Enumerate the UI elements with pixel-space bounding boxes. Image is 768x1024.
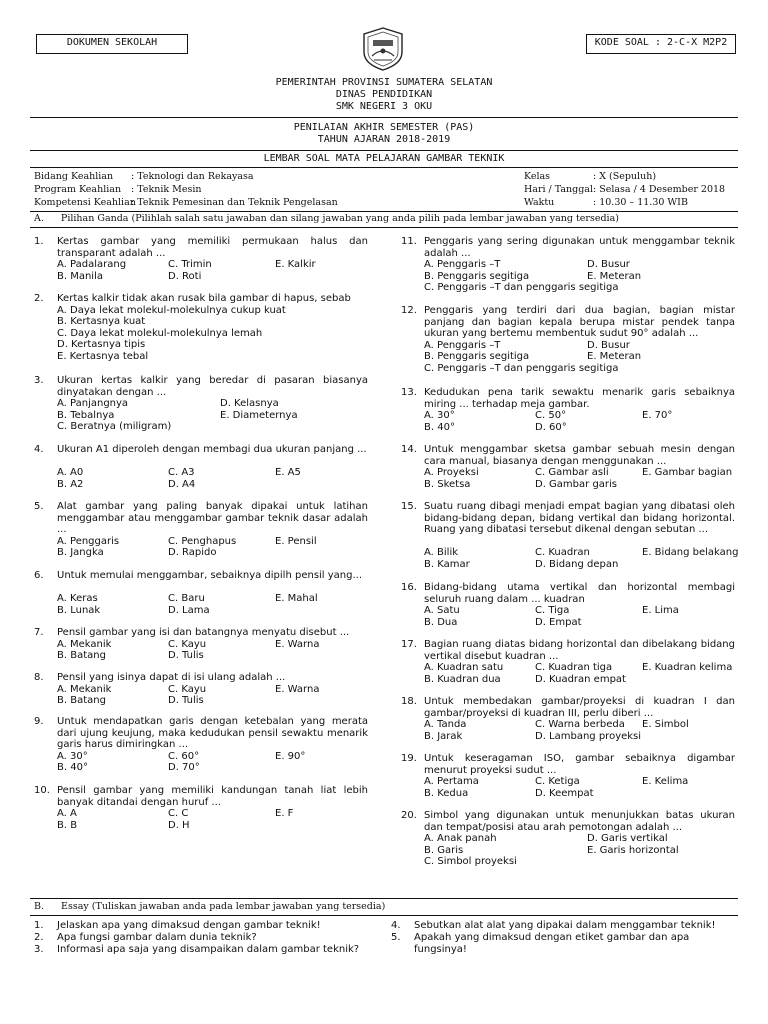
question-text: Untuk keseragaman ISO, gambar sebaiknya digambar menurut proyeksi sudut ...	[424, 753, 735, 776]
question-number: 20.	[401, 810, 417, 821]
answer-option: B. Batang	[57, 650, 106, 661]
header-divider	[30, 167, 738, 168]
info-row	[34, 170, 254, 183]
info-label: Bidang Keahlian	[34, 171, 114, 182]
answer-option: E. Meteran	[587, 270, 642, 282]
answer-option: C. Beratnya (miligram)	[57, 421, 172, 432]
question-18	[401, 696, 735, 742]
question-20	[401, 810, 735, 868]
answer-option: B. Lunak	[57, 604, 101, 616]
answer-options	[57, 751, 368, 774]
answer-option: C. Penggaris –T dan penggaris segitiga	[424, 282, 619, 293]
answer-option: B. Penggaris segitiga	[424, 270, 530, 282]
subject-title: LEMBAR SOAL MATA PELAJARAN GAMBAR TEKNIK	[263, 153, 505, 164]
document-label: DOKUMEN SEKOLAH	[66, 37, 158, 48]
answer-option: C. Gambar asli	[535, 467, 609, 478]
answer-option: A. Panjangnya	[57, 398, 129, 409]
question-number: 5.	[34, 501, 44, 512]
answer-option: C. Kuadran tiga	[535, 662, 613, 673]
question-12	[401, 305, 735, 374]
question-14	[401, 444, 735, 490]
answer-option: A. Anak panah	[424, 833, 497, 844]
answer-option: B. Sketsa	[424, 478, 471, 490]
question-number: 7.	[34, 627, 44, 638]
info-value: : X (Sepuluh)	[593, 171, 657, 182]
question-text: Kedudukan pena tarik sewaktu menarik garis sebaiknya miring ... terhadap meja gambar.	[424, 387, 735, 410]
answer-option: C. Kayu	[168, 638, 207, 650]
answer-options	[424, 719, 735, 742]
essay-question-1	[34, 920, 384, 932]
answer-option: C. A3	[168, 467, 195, 478]
question-8	[34, 672, 368, 707]
answer-options	[424, 340, 735, 375]
essay-question-4	[391, 920, 735, 932]
question-text: Untuk memulai menggambar, sebaiknya dipilh pensil yang...	[57, 570, 363, 581]
question-number: 17.	[401, 639, 417, 650]
answer-option: C. Ketiga	[535, 776, 580, 787]
question-number: 14.	[401, 444, 417, 455]
answer-option: A. Keras	[57, 593, 98, 604]
answer-option: E. Gambar bagian	[642, 467, 733, 478]
essay-number: 3.	[34, 944, 44, 955]
answer-option: C. Baru	[168, 593, 205, 604]
answer-option: C. Penghapus	[168, 535, 237, 547]
question-number: 10.	[34, 785, 50, 796]
question-number: 2.	[34, 293, 44, 304]
answer-option: C. Simbol proyeksi	[424, 856, 517, 867]
answer-option: D. H	[168, 819, 190, 831]
question-number: 11.	[401, 236, 417, 247]
answer-options	[57, 536, 368, 559]
answer-option: B. Tebalnya	[57, 409, 115, 421]
info-label: Hari / Tanggal	[524, 184, 594, 195]
question-number: 6.	[34, 570, 44, 581]
info-value: : Selasa / 4 Desember 2018	[593, 184, 726, 195]
answer-option: D. Garis vertikal	[587, 833, 668, 844]
question-text: Bidang-bidang utama vertikal dan horizontal membagi seluruh ruang dalam ... kuadran	[424, 582, 735, 605]
question-text: Ukuran kertas kalkir yang beredar di pasaran biasanya dinyatakan dengan ...	[57, 375, 368, 398]
answer-option: C. Penggaris –T dan penggaris segitiga	[424, 362, 619, 374]
answer-options	[57, 808, 368, 831]
question-16	[401, 582, 735, 628]
answer-option: A. Satu	[424, 605, 460, 616]
answer-option: C. Warna berbeda	[535, 719, 625, 730]
answer-option: C. 50°	[535, 410, 567, 421]
answer-option: A. 30°	[57, 750, 88, 762]
answer-option: D. 70°	[168, 762, 200, 773]
answer-option: D. Gambar garis	[535, 478, 618, 490]
answer-option: E. Garis horizontal	[587, 844, 679, 856]
answer-option: A. Padalarang	[57, 259, 127, 270]
question-text: Penggaris yang terdiri dari dua bagian, bagian mistar panjang dan bagian kepala berupa mistar pendek tanpa ukuran yang bertemu membentuk sudut 90° adalah ...	[424, 305, 735, 339]
answer-options	[424, 259, 735, 294]
answer-option: D. Rapido	[168, 547, 217, 558]
essay-text: Jelaskan apa yang dimaksud dengan gambar teknik!	[57, 920, 321, 931]
answer-option: B. 40°	[424, 421, 455, 433]
answer-option: D. Kelasnya	[220, 398, 279, 409]
question-15	[401, 501, 739, 570]
essay-number: 5.	[391, 932, 401, 943]
answer-option: E. Kelima	[642, 776, 689, 787]
info-value: : Teknologi dan Rekayasa	[131, 171, 254, 182]
info-label: Program Keahlian	[34, 184, 122, 195]
question-text: Pensil gambar yang isi dan batangnya menyatu disebut ...	[57, 627, 350, 638]
question-10	[34, 785, 368, 831]
answer-option: A. 30°	[424, 410, 455, 421]
question-text: Untuk membedakan gambar/proyeksi di kuadran I dan gambar/proyeksi di kuadran III, perlu diberi ...	[424, 696, 735, 719]
answer-options	[57, 593, 368, 616]
answer-option: A. Penggaris –T	[424, 339, 501, 351]
answer-option: E. A5	[275, 467, 301, 478]
answer-option: D. 60°	[535, 421, 567, 433]
answer-option: C. Trimin	[168, 259, 212, 270]
answer-option: C. Kuadran	[535, 547, 590, 558]
question-text: Alat gambar yang paling banyak dipakai untuk latihan menggambar atau menggambar gambar teknik dasar adalah ...	[57, 501, 368, 535]
info-value: : 10.30 – 11.30 WIB	[593, 197, 688, 208]
answer-option: E. Kertasnya tebal	[57, 350, 149, 362]
question-6	[34, 570, 368, 616]
essay-question-5	[391, 932, 735, 955]
question-number: 8.	[34, 672, 44, 683]
answer-option: B. Manila	[57, 270, 103, 282]
question-3	[34, 375, 368, 433]
answer-option: C. 60°	[168, 750, 200, 762]
question-text: Penggaris yang sering digunakan untuk menggambar teknik adalah ...	[424, 236, 735, 259]
answer-options	[424, 467, 735, 490]
question-number: 12.	[401, 305, 417, 316]
answer-option: A. Bilik	[424, 547, 459, 558]
section-a-divider	[30, 227, 738, 228]
section-a-letter: A.	[34, 213, 44, 224]
info-row	[34, 183, 202, 196]
answer-option: B. Garis	[424, 844, 464, 856]
header-divider	[30, 117, 738, 118]
answer-option: C. C	[168, 808, 189, 819]
answer-options	[57, 305, 368, 363]
answer-options	[57, 467, 368, 490]
answer-option: B. Kertasnya kuat	[57, 316, 146, 327]
answer-options	[424, 776, 735, 799]
question-text: Untuk menggambar sketsa gambar sebuah mesin dengan cara manual, biasanya dengan menggunakan ...	[424, 444, 735, 467]
question-text: Kertas gambar yang memiliki permukaan halus dan transparant adalah ...	[57, 236, 368, 259]
answer-option: D. Lambang proyeksi	[535, 730, 642, 742]
answer-option: B. 40°	[57, 762, 88, 773]
info-label: Kelas	[524, 171, 551, 182]
question-text: Kertas kalkir tidak akan rusak bila gambar di hapus, sebab	[57, 293, 351, 304]
question-text: Simbol yang digunakan untuk menunjukkan batas ukuran dan tempat/posisi atau arah pemotongan adalah ...	[424, 810, 735, 833]
header-divider	[30, 150, 738, 151]
question-text: Pensil yang isinya dapat di isi ulang adalah ...	[57, 672, 286, 683]
answer-option: D. Kuadran empat	[535, 673, 626, 685]
answer-option: B. Jangka	[57, 547, 104, 558]
essay-number: 2.	[34, 932, 44, 943]
section-b-heading	[34, 901, 385, 913]
question-7	[34, 627, 368, 662]
question-number: 4.	[34, 444, 44, 455]
info-value: : Teknik Mesin	[131, 184, 202, 195]
answer-option: D. Empat	[535, 616, 582, 628]
question-number: 15.	[401, 501, 417, 512]
answer-option: B. Batang	[57, 695, 106, 706]
question-number: 19.	[401, 753, 417, 764]
answer-option: D. Kertasnya tipis	[57, 339, 146, 350]
question-text: Bagian ruang diatas bidang horizontal dan dibelakang bidang vertikal disebut kuadran ...	[424, 639, 735, 662]
answer-option: B. Penggaris segitiga	[424, 351, 530, 362]
info-label: Kompetensi Keahlian	[34, 197, 136, 208]
answer-option: B. B	[57, 819, 78, 831]
essay-text: Sebutkan alat alat yang dipakai dalam menggambar teknik!	[414, 920, 716, 931]
answer-options	[57, 398, 368, 433]
info-right	[524, 170, 726, 209]
answer-options	[424, 547, 739, 570]
answer-option: A. Kuadran satu	[424, 662, 504, 673]
info-value: : Teknik Pemesinan dan Teknik Pengelasan	[131, 197, 338, 208]
section-a-title: Pilihan Ganda (Pilihlah salah satu jawaban dan silang jawaban yang anda pilih pada lembar jawaban yang tersedia)	[60, 213, 619, 224]
exam-code: KODE SOAL : 2-C-X M2P2	[594, 37, 728, 48]
answer-option: E. Warna	[275, 638, 320, 650]
essay-number: 4.	[391, 920, 401, 931]
answer-option: E. 90°	[275, 750, 306, 762]
answer-option: D. Tulis	[168, 695, 204, 706]
section-b-divider	[30, 898, 738, 899]
answer-option: D. Tulis	[168, 650, 204, 661]
exam-title: PENILAIAN AKHIR SEMESTER (PAS)	[293, 122, 475, 133]
answer-option: A. Mekanik	[57, 683, 112, 695]
answer-options	[424, 833, 735, 868]
essay-question-2	[34, 932, 384, 944]
question-text: Suatu ruang dibagi menjadi empat bagian yang dibatasi oleh bidang-bidang depan, bidang vertikal dan bidang horizontal. Ruang yang dibatasi tersebut dikenal dengan sebutan ...	[424, 501, 735, 535]
question-5	[34, 501, 368, 559]
question-text: Pensil gambar yang memiliki kandungan tanah liat lebih banyak ditandai dengan huruf ...	[57, 785, 368, 808]
answer-option: E. Mahal	[275, 593, 318, 604]
answer-option: D. Keempat	[535, 787, 594, 799]
section-a-heading	[34, 213, 619, 225]
answer-option: E. Pensil	[275, 535, 317, 547]
answer-option: E. F	[275, 808, 294, 819]
info-row	[524, 196, 688, 209]
question-1	[34, 236, 368, 282]
answer-option: E. Lima	[642, 605, 679, 616]
answer-option: A. Pertama	[424, 776, 479, 787]
answer-options	[424, 662, 735, 685]
answer-option: B. Kamar	[424, 558, 470, 570]
answer-options	[424, 605, 735, 628]
essay-text: Apa fungsi gambar dalam dunia teknik?	[57, 932, 257, 943]
section-b-divider	[30, 915, 738, 916]
info-row	[34, 196, 338, 209]
question-number: 3.	[34, 375, 44, 386]
school-name: SMK NEGERI 3 OKU	[335, 101, 433, 112]
answer-option: A. Mekanik	[57, 638, 112, 650]
question-13	[401, 387, 735, 433]
answer-option: B. Kuadran dua	[424, 673, 501, 685]
answer-option: E. 70°	[642, 410, 673, 421]
answer-option: A. A	[57, 808, 77, 819]
answer-options	[57, 639, 368, 662]
answer-option: D. Lama	[168, 604, 210, 616]
answer-option: E. Simbol	[642, 719, 689, 730]
info-label: Waktu	[524, 197, 555, 208]
document-label-box	[36, 34, 188, 54]
answer-option: C. Tiga	[535, 605, 570, 616]
answer-option: C. Daya lekat molekul-molekulnya lemah	[57, 327, 263, 339]
answer-options	[57, 259, 368, 282]
answer-option: A. Daya lekat molekul-molekulnya cukup kuat	[57, 304, 286, 316]
question-number: 9.	[34, 716, 44, 727]
department-title: DINAS PENDIDIKAN	[335, 89, 433, 100]
question-number: 13.	[401, 387, 417, 398]
answer-option: E. Kuadran kelima	[642, 662, 733, 673]
answer-option: A. A0	[57, 467, 84, 478]
answer-option: B. Jarak	[424, 730, 463, 742]
info-divider	[30, 211, 738, 212]
answer-option: D. Busur	[587, 339, 630, 351]
academic-year: TAHUN AJARAN 2018-2019	[317, 134, 451, 145]
answer-option: E. Meteran	[587, 351, 642, 362]
question-11	[401, 236, 735, 294]
answer-option: E. Bidang belakang	[642, 547, 739, 558]
answer-option: D. Roti	[168, 270, 202, 282]
answer-option: E. Kalkir	[275, 259, 316, 270]
answer-option: A. Penggaris –T	[424, 259, 501, 270]
answer-option: B. Kedua	[424, 787, 469, 799]
answer-option: A. Proyeksi	[424, 467, 479, 478]
question-9	[34, 716, 368, 774]
question-19	[401, 753, 735, 799]
question-text: Ukuran A1 diperoleh dengan membagi dua ukuran panjang ...	[57, 444, 367, 455]
exam-code-box	[586, 34, 736, 54]
essay-number: 1.	[34, 920, 44, 931]
question-number: 1.	[34, 236, 44, 247]
question-17	[401, 639, 735, 685]
section-b-letter: B.	[34, 901, 45, 912]
section-b-title: Essay (Tuliskan jawaban anda pada lembar jawaban yang tersedia)	[61, 901, 386, 912]
essay-text: Informasi apa saja yang disampaikan dalam gambar teknik?	[57, 944, 360, 955]
answer-option: D. Busur	[587, 259, 630, 270]
question-4	[34, 444, 368, 490]
answer-option: A. Penggaris	[57, 535, 120, 547]
question-text: Untuk mendapatkan garis dengan ketebalan yang merata dari ujung keujung, maka kedudukan pensil sewaktu menarik garis harus dimiringkan ...	[57, 716, 368, 750]
answer-options	[424, 410, 735, 433]
government-title: PEMERINTAH PROVINSI SUMATERA SELATAN	[275, 77, 493, 88]
info-left	[34, 170, 338, 209]
question-number: 16.	[401, 582, 417, 593]
info-row	[524, 183, 726, 196]
answer-option: A. Tanda	[424, 719, 467, 730]
province-emblem-icon	[358, 26, 408, 72]
answer-option: D. A4	[168, 478, 196, 490]
answer-option: E. Warna	[275, 683, 320, 695]
question-2	[34, 293, 368, 362]
essay-question-3	[34, 944, 384, 956]
answer-options	[57, 684, 368, 707]
answer-option: C. Kayu	[168, 683, 207, 695]
info-row	[524, 170, 657, 183]
essay-text: Apakah yang dimaksud dengan etiket gambar dan apa fungsinya!	[414, 932, 690, 955]
answer-option: B. A2	[57, 478, 84, 490]
answer-option: D. Bidang depan	[535, 558, 619, 570]
question-number: 18.	[401, 696, 417, 707]
answer-option: E. Diameternya	[220, 409, 298, 421]
answer-option: B. Dua	[424, 616, 458, 628]
